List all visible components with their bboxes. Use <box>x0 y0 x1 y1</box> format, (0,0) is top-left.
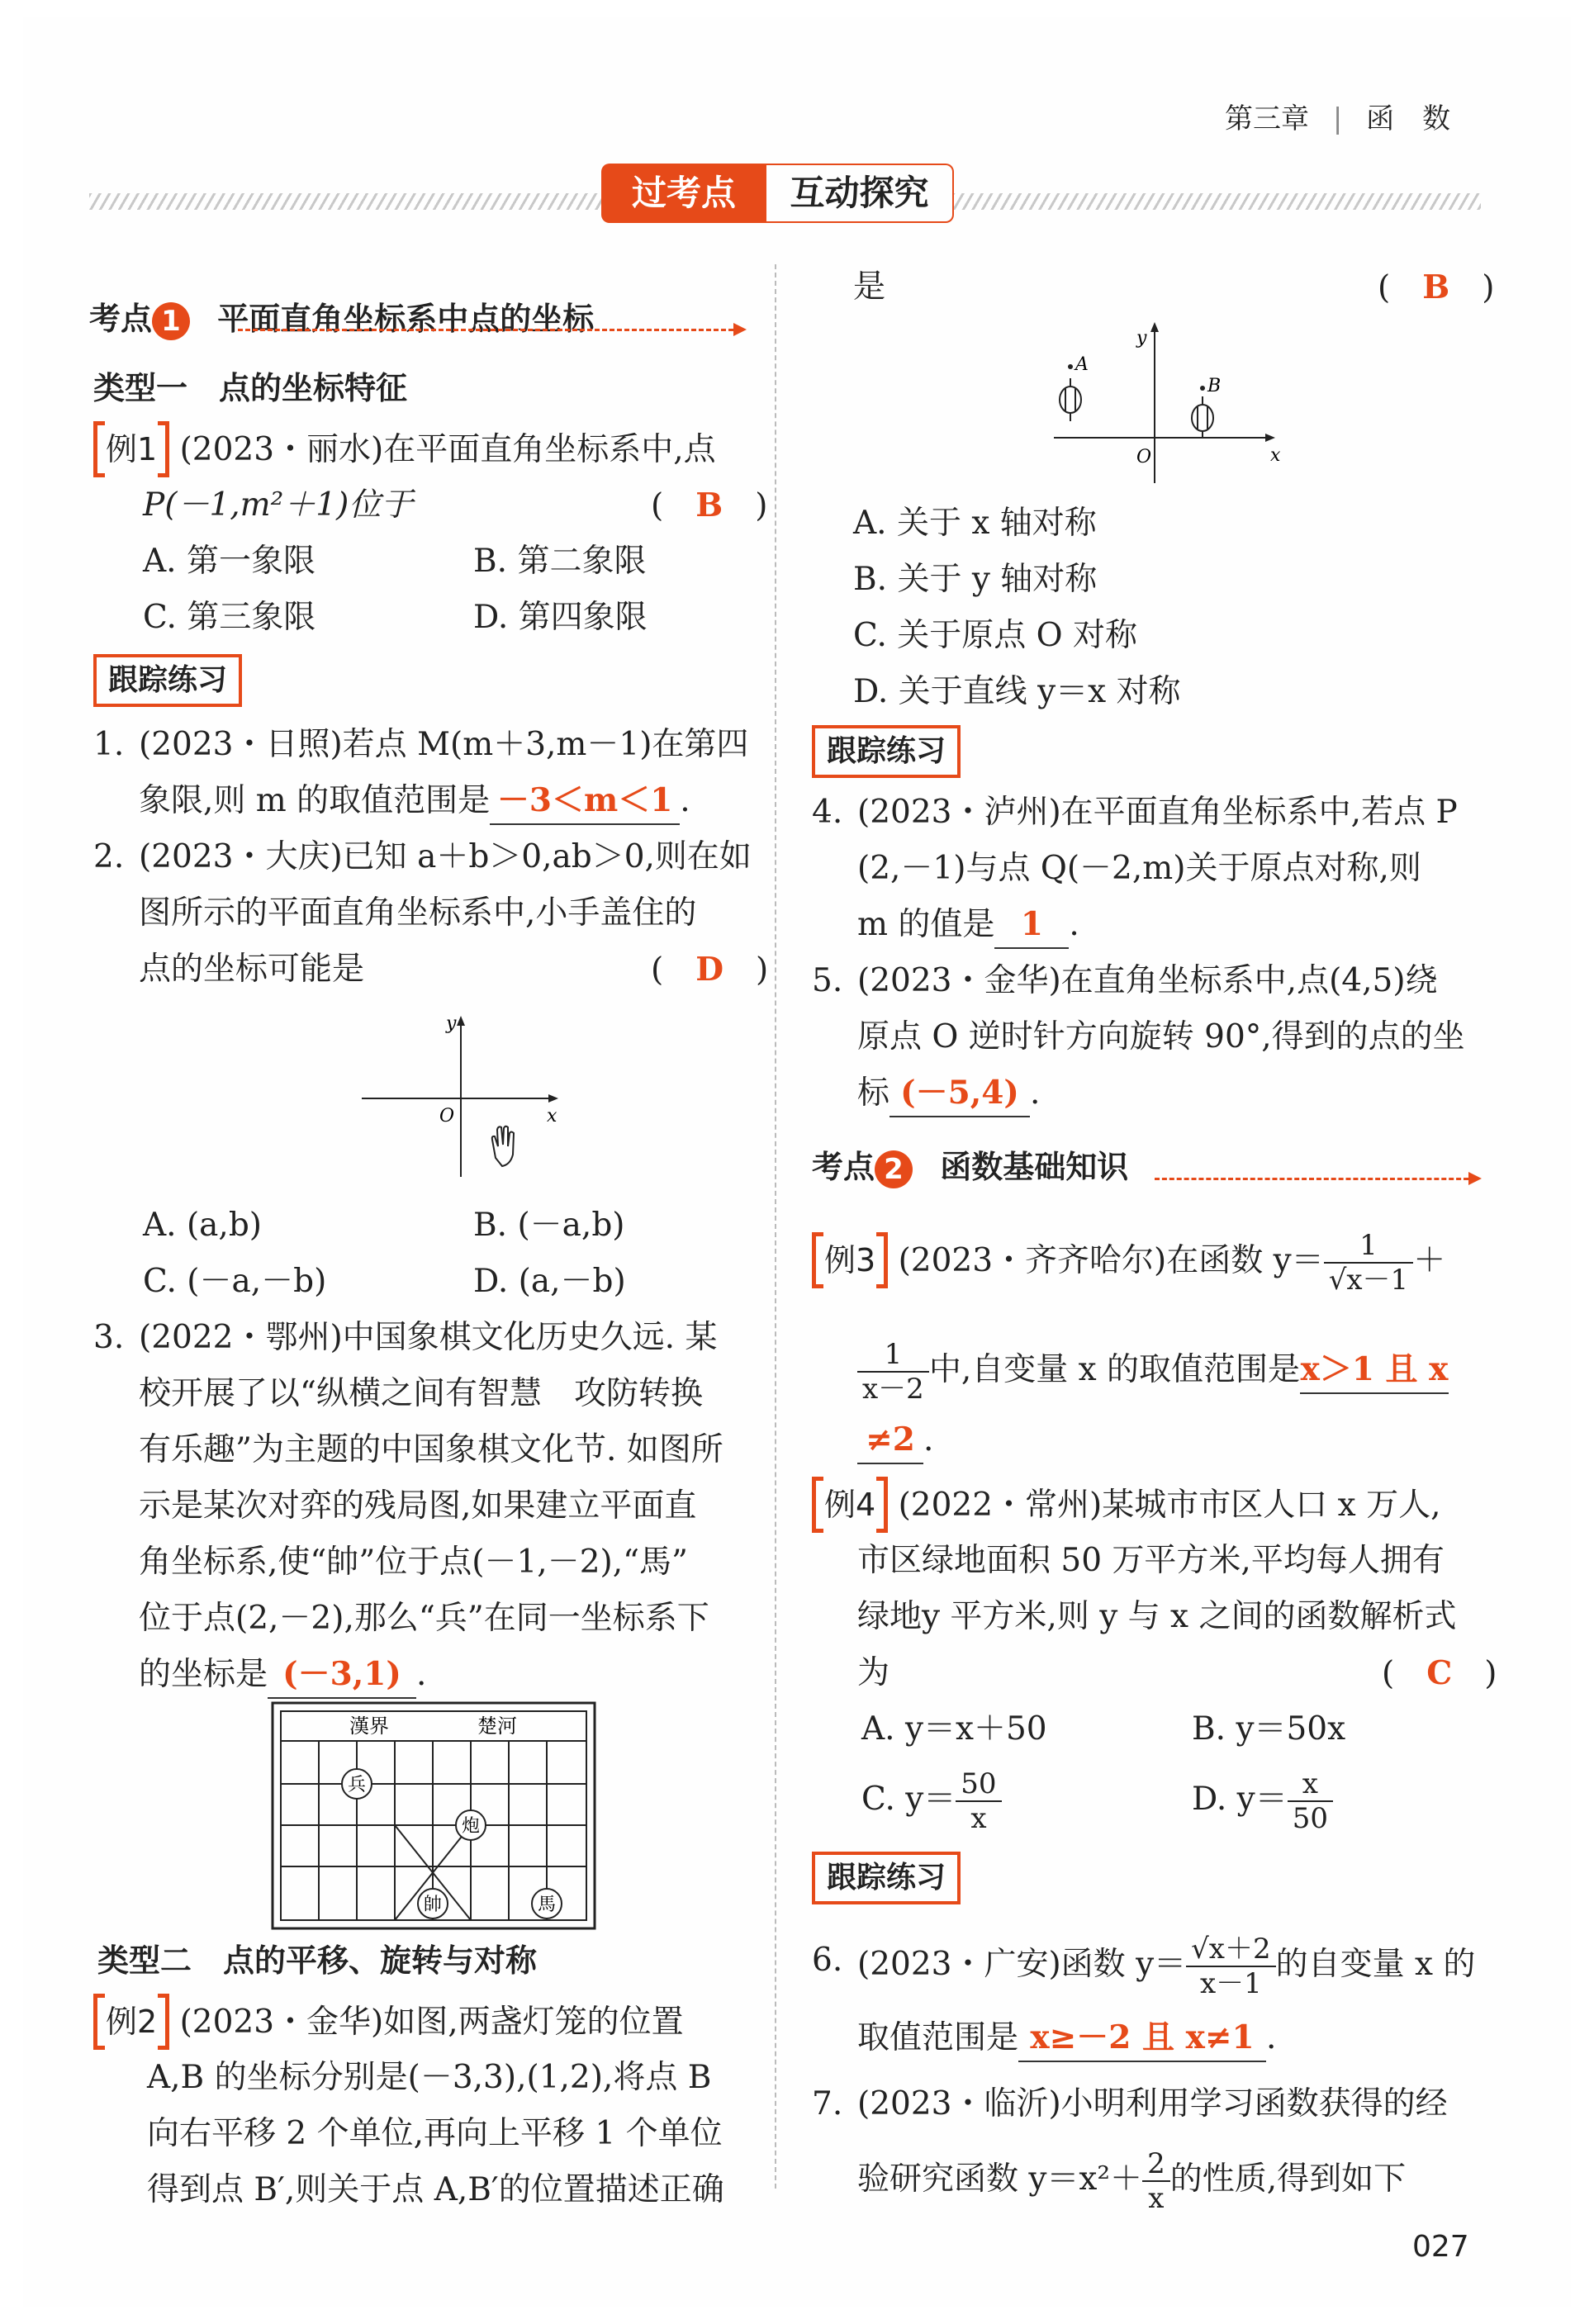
q4-answer: 1 <box>994 901 1069 949</box>
q1-line2-text: 象限,则 m 的取值范围是 <box>139 782 491 819</box>
ex4 <box>812 1477 1440 1534</box>
kaodian1-title: 平面直角坐标系中点的坐标 <box>217 301 595 337</box>
point-a-label: A <box>1075 354 1089 375</box>
q6-end: . <box>1266 2019 1277 2056</box>
ex4-opt-c-den: x <box>970 1802 987 1835</box>
q4-end: . <box>1069 906 1079 943</box>
ex4-opt-c-num: 50 <box>956 1767 1001 1802</box>
ex2-origin-label: O <box>1136 447 1152 467</box>
q6-num: 6. <box>812 1942 843 1979</box>
type2-heading: 类型二 点的平移、旋转与对称 <box>97 1942 538 1979</box>
piece-shuai <box>418 1889 448 1918</box>
q2-opt-c: C. (－a,－b) <box>143 1263 327 1300</box>
lantern-a-icon <box>1060 378 1081 421</box>
ex4-opt-c <box>861 1767 1002 1835</box>
point-a-dot <box>1068 364 1073 369</box>
board-left-label: 漢界 <box>349 1715 389 1738</box>
q2-origin-label: O <box>439 1106 455 1126</box>
q4-line3 <box>857 897 1079 953</box>
ex4-opt-c-frac <box>956 1767 1001 1835</box>
board-right-label: 楚河 <box>477 1715 517 1738</box>
ex2-opt-d: D. 关于直线 y＝x 对称 <box>853 673 1181 710</box>
q3-line7 <box>139 1647 426 1703</box>
q2-opt-d: D. (a,－b) <box>473 1263 626 1300</box>
q2-opt-b: B. (－a,b) <box>473 1207 625 1244</box>
ex3-frac1-den: √x－1 <box>1328 1264 1409 1297</box>
q2-opt-a: A. (a,b) <box>143 1207 263 1244</box>
piece-pao <box>456 1810 486 1840</box>
q7-line2b: 的性质,得到如下 <box>1169 2160 1407 2198</box>
q3-end: . <box>416 1656 427 1693</box>
piece-pao-label: 炮 <box>461 1816 481 1837</box>
q1-line1: (2023・日照)若点 M(m＋3,m－1)在第四 <box>139 726 749 763</box>
ex4-answer: C <box>1426 1654 1453 1692</box>
ex4-opt-d-text: D. y＝ <box>1192 1781 1288 1818</box>
ex3-line2-text: 中,自变量 x 的取值范围是 <box>928 1351 1300 1388</box>
q6-line1 <box>857 1933 1475 2000</box>
track-label-2: 跟踪练习 <box>812 725 961 778</box>
q5-num: 5. <box>812 962 843 999</box>
ex1-opt-c: C. 第三象限 <box>143 599 316 636</box>
piece-shuai-label: 帥 <box>423 1895 443 1915</box>
q7-frac-den: x <box>1148 2182 1165 2215</box>
ex2-line3: 向右平移 2 个单位,再向上平移 1 个单位 <box>147 2115 723 2152</box>
ex2-line4: 得到点 B′,则关于点 A,B′的位置描述正确 <box>147 2171 724 2208</box>
q2-axis-figure <box>353 1008 568 1198</box>
q5-line3-text: 标 <box>857 1074 890 1112</box>
ex3-line1: (2023・齐齐哈尔)在函数 y＝ <box>898 1242 1324 1279</box>
q3-num: 3. <box>93 1319 125 1356</box>
q4-num: 4. <box>812 794 843 831</box>
ex4-tag: 例4 <box>812 1477 888 1533</box>
page <box>23 17 1571 2307</box>
ex1-line2: P(－1,m²＋1)位于 <box>143 486 414 524</box>
ex4-opt-d-frac <box>1288 1767 1333 1835</box>
q6-frac-num: √x＋2 <box>1186 1933 1275 1967</box>
ex2 <box>93 1994 684 2051</box>
ex4-opt-c-text: C. y＝ <box>861 1781 956 1818</box>
ex4-opt-a: A. y＝x＋50 <box>861 1710 1047 1748</box>
ex3-line2 <box>857 1338 1449 1406</box>
banner-hatch-left <box>89 193 605 210</box>
ex3-plus: ＋ <box>1413 1242 1446 1279</box>
ex4-line1: (2022・常州)某城市市区人口 x 万人, <box>898 1487 1441 1524</box>
chess-board-figure <box>271 1701 597 1933</box>
q2-y-arrow <box>457 1016 465 1026</box>
ex2-opt-b: B. 关于 y 轴对称 <box>853 561 1098 598</box>
point-b-dot <box>1200 386 1205 391</box>
hand-icon <box>492 1126 514 1166</box>
q1-answer: －3＜m＜1 <box>490 777 680 825</box>
q7-line2a: 验研究函数 y＝x²＋ <box>857 2160 1143 2198</box>
header <box>1225 96 1450 136</box>
ex2-opt-a: A. 关于 x 轴对称 <box>853 505 1097 542</box>
q3-line5: 角坐标系,使“帥”位于点(－1,－2),“馬” <box>139 1544 688 1581</box>
ex1-opt-a: A. 第一象限 <box>143 543 315 580</box>
q2-answer: D <box>695 951 724 989</box>
kaodian2-label: 考点 <box>812 1149 875 1185</box>
ex4-opt-d <box>1192 1767 1333 1835</box>
q5-answer: (－5,4) <box>890 1070 1030 1117</box>
ex3-answer1: x＞1 且 x <box>1300 1346 1449 1394</box>
ex1-line1: (2023・丽水)在平面直角坐标系中,点 <box>179 431 716 468</box>
kaodian2-dash <box>1155 1178 1468 1180</box>
ex4-opt-d-num: x <box>1288 1767 1333 1802</box>
piece-bing-label: 兵 <box>347 1775 367 1795</box>
header-divider: | <box>1332 102 1343 135</box>
ex2-opt-c: C. 关于原点 O 对称 <box>853 617 1138 654</box>
kaodian1-header <box>89 293 594 340</box>
ex3-end: . <box>923 1421 934 1458</box>
q5-line2: 原点 O 逆时针方向旋转 90°,得到的点的坐 <box>857 1018 1465 1055</box>
type1-heading: 类型一 点的坐标特征 <box>93 370 408 406</box>
lantern-b-icon <box>1192 396 1213 438</box>
q2-x-label: x <box>547 1106 557 1126</box>
ex1-tag: 例1 <box>93 421 169 477</box>
kaodian1-num: 1 <box>152 302 190 340</box>
column-divider <box>775 264 776 2189</box>
q5-line1: (2023・金华)在直角坐标系中,点(4,5)绕 <box>857 962 1438 999</box>
banner-hatch-right <box>952 193 1481 210</box>
q1-num: 1. <box>93 726 125 763</box>
ex1 <box>93 421 716 478</box>
q2-line2: 图所示的平面直角坐标系中,小手盖住的 <box>139 894 697 932</box>
q7-frac-num: 2 <box>1142 2147 1170 2182</box>
piece-ma <box>532 1889 562 1918</box>
q7-line2 <box>857 2147 1406 2215</box>
kaodian1-arrow <box>733 323 747 336</box>
q7-frac <box>1142 2147 1170 2215</box>
kaodian2-num: 2 <box>875 1150 913 1188</box>
ex3-frac2 <box>857 1338 929 1406</box>
ex3-frac2-den: x－2 <box>862 1373 924 1406</box>
kaodian2-header <box>812 1141 1128 1188</box>
q3-line4: 示是某次对弈的残局图,如果建立平面直 <box>139 1487 697 1525</box>
q4-line1: (2023・泸州)在平面直角坐标系中,若点 P <box>857 794 1458 831</box>
ex3 <box>812 1229 1445 1297</box>
q3-line6: 位于点(2,－2),那么“兵”在同一坐标系下 <box>139 1600 709 1637</box>
q7-line1: (2023・临沂)小明利用学习函数获得的经 <box>857 2085 1448 2122</box>
q2-x-arrow <box>548 1094 558 1103</box>
kaodian2-arrow <box>1468 1172 1482 1185</box>
q6-line1a: (2023・广安)函数 y＝ <box>857 1946 1187 1983</box>
q2-answer-paren: ( D ) <box>651 951 769 989</box>
ex2-y-label: y <box>1136 328 1147 349</box>
q2-line3: 点的坐标可能是 <box>139 951 365 988</box>
q6-line2-text: 取值范围是 <box>857 2019 1019 2056</box>
ex3-answer2: ≠2 <box>857 1416 923 1464</box>
q2-line1: (2023・大庆)已知 a＋b＞0,ab＞0,则在如 <box>139 838 752 875</box>
ex2-tag: 例2 <box>93 1994 169 2050</box>
ex4-answer-paren: ( C ) <box>1382 1654 1497 1692</box>
ex3-frac1 <box>1324 1229 1413 1297</box>
q3-line1: (2022・鄂州)中国象棋文化历史久远. 某 <box>139 1319 718 1356</box>
q3-line2: 校开展了以“纵横之间有智慧 攻防转换 <box>139 1375 703 1412</box>
ex4-line4: 为 <box>857 1654 890 1691</box>
q2-y-label: y <box>446 1013 457 1034</box>
chapter-label: 第三章 <box>1225 102 1309 135</box>
ex2-y-arrow <box>1150 322 1159 332</box>
ex1-answer-paren: ( B ) <box>651 486 768 524</box>
q5-end: . <box>1030 1074 1041 1112</box>
ex2-x-arrow <box>1265 434 1275 442</box>
piece-ma-label: 馬 <box>537 1895 557 1915</box>
point-b-label: B <box>1207 376 1222 396</box>
q3-line7-text: 的坐标是 <box>139 1656 268 1693</box>
q6-answer: x≥－2 且 x≠1 <box>1018 2014 1266 2062</box>
q6-line2 <box>857 2010 1276 2066</box>
ex2-answer: B <box>1422 268 1450 306</box>
ex2-line2: A,B 的坐标分别是(－3,3),(1,2),将点 B <box>147 2059 712 2096</box>
ex3-frac1-num: 1 <box>1324 1229 1413 1264</box>
q1-end: . <box>680 782 690 819</box>
q6-frac-den: x－1 <box>1199 1967 1262 2000</box>
ex4-line2: 市区绿地面积 50 万平方米,平均每人拥有 <box>857 1542 1445 1579</box>
kaodian1-label: 考点 <box>89 301 153 337</box>
banner-left: 过考点 <box>601 164 766 223</box>
page-number: 027 <box>1412 2230 1469 2264</box>
ex2-lantern-figure <box>1047 314 1303 496</box>
q3-answer: (－3,1) <box>268 1651 416 1699</box>
q6-line1b: 的自变量 x 的 <box>1275 1946 1476 1983</box>
kaodian2-title: 函数基础知识 <box>940 1149 1129 1185</box>
ex1-answer: B <box>695 486 723 524</box>
q4-line3-text: m 的值是 <box>857 906 995 943</box>
q6-frac <box>1186 1933 1275 2000</box>
track-label-3: 跟踪练习 <box>812 1852 961 1904</box>
kaodian1-dash <box>238 329 733 331</box>
ex4-opt-b: B. y＝50x <box>1192 1710 1346 1748</box>
q5-line3 <box>857 1065 1040 1122</box>
q1-line2 <box>139 773 690 829</box>
ex2-line1: (2023・金华)如图,两盏灯笼的位置 <box>179 2004 684 2041</box>
piece-bing <box>342 1769 372 1799</box>
ex4-line3: 绿地y 平方米,则 y 与 x 之间的函数解析式 <box>857 1598 1457 1635</box>
banner-right: 互动探究 <box>766 164 954 223</box>
q3-line3: 有乐趣”为主题的中国象棋文化节. 如图所 <box>139 1431 723 1468</box>
chapter-title: 函 数 <box>1366 102 1451 135</box>
ex1-opt-d: D. 第四象限 <box>473 599 648 636</box>
q4-line2: (2,－1)与点 Q(－2,m)关于原点对称,则 <box>857 850 1421 887</box>
ex2-cont: 是 <box>853 268 886 306</box>
ex2-answer-paren: ( B ) <box>1378 268 1495 306</box>
q2-num: 2. <box>93 838 125 875</box>
track-label-1: 跟踪练习 <box>93 654 242 707</box>
ex1-opt-b: B. 第二象限 <box>473 543 647 580</box>
ex4-opt-d-den: 50 <box>1292 1802 1328 1835</box>
ex3-frac2-num: 1 <box>857 1338 929 1373</box>
ex3-line3 <box>857 1412 933 1468</box>
q7-num: 7. <box>812 2085 843 2122</box>
ex3-tag: 例3 <box>812 1232 888 1288</box>
ex2-x-label: x <box>1270 445 1281 466</box>
